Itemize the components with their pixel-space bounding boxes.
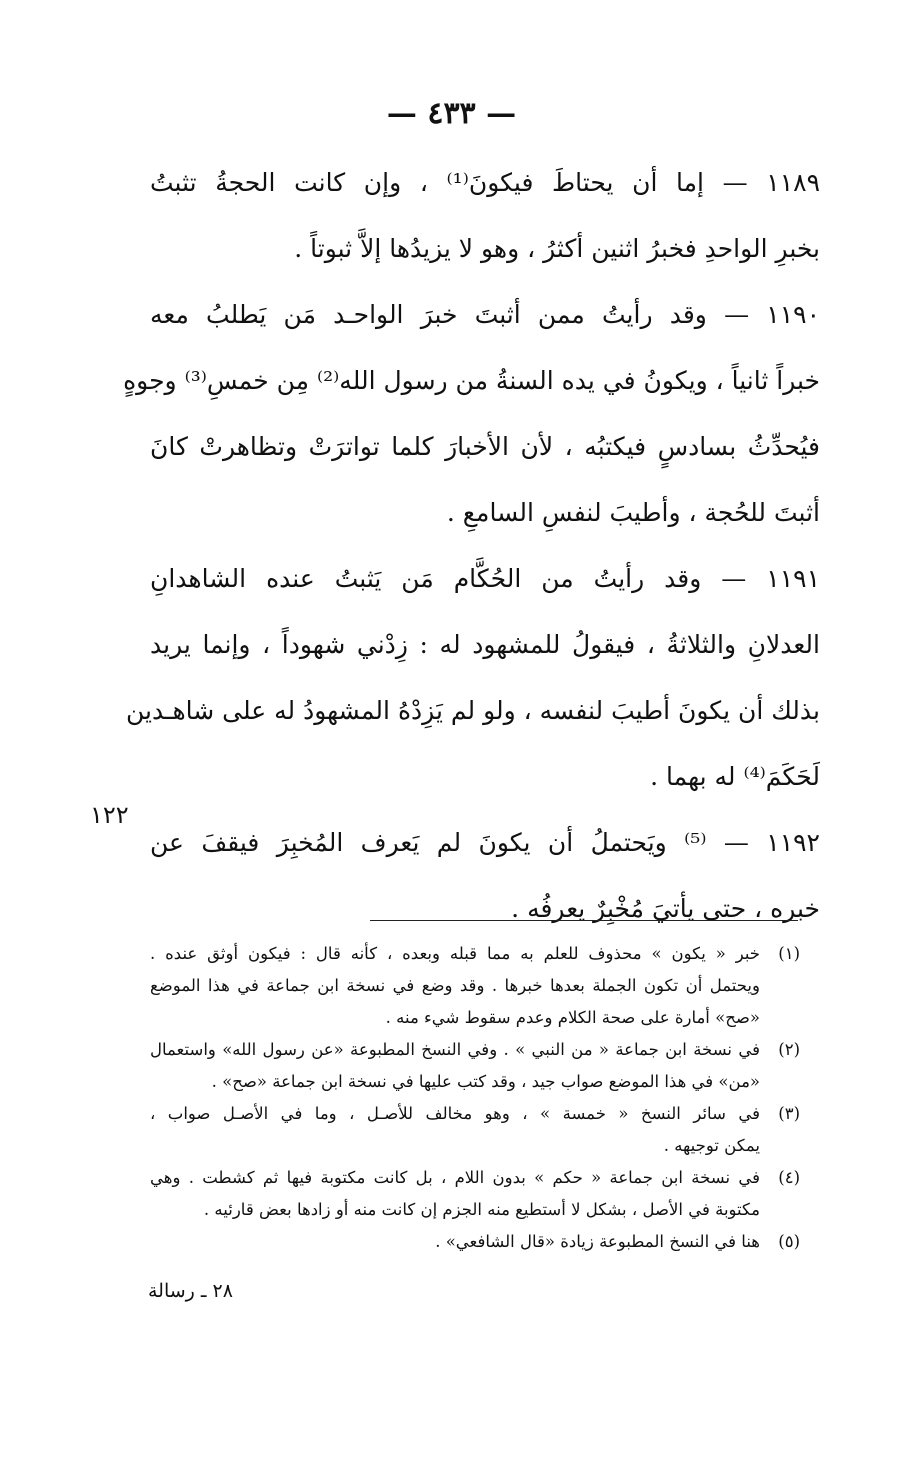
footnote-line <box>150 1098 800 1130</box>
footnote-number <box>760 1130 800 1162</box>
footnote-text: مكتوبة في الأصل ، بشكل لا أستطيع منه الجزم إن كانت منه أو زادها بعض قارئيه . <box>203 1200 760 1219</box>
main-text <box>123 150 820 942</box>
footnote-line <box>150 970 800 1002</box>
text-line: ١١٩٢ — ⁽⁵⁾ ويَحتملُ أن يكونَ لم يَعرف المُخبِرَ فيقفَ عن <box>150 828 820 857</box>
footnote-text: يمكن توجيهه . <box>663 1136 760 1155</box>
footnote-line <box>150 1002 800 1034</box>
text-line: العدلانِ والثلاثةُ ، فيقولُ للمشهود له : زِدْني شهوداً ، وإنما يريد <box>150 630 820 659</box>
footnote-number: (٣) <box>778 1104 800 1123</box>
text-line: ١١٩١ — وقد رأيتُ من الحُكَّام مَن يَثبتُ عنده الشاهدانِ <box>150 564 820 593</box>
text-line: خبره ، حتى يأتيَ مُخْبِرٌ يعرفُه . <box>511 894 820 923</box>
footnote-number: (١) <box>778 944 800 963</box>
footnote-text: خبر « يكون » محذوف للعلم به مما قبله وبعده ، كأنه قال : فيكون أوثق عنده . <box>150 944 760 963</box>
text-line: لَحَكَمَ⁽⁴⁾ له بهما . <box>650 762 820 791</box>
footnote-line <box>150 1130 800 1162</box>
footnote-text: في سائر النسخ « خمسة » ، وهو مخالف للأصـل ، وما في الأصـل صواب ، <box>150 1104 760 1123</box>
footnote-line <box>150 1226 800 1258</box>
text-line: فيُحدِّثُ بسادسٍ فيكتبُه ، لأن الأخبارَ كلما تواترَتْ وتظاهرتْ كانَ <box>150 432 820 461</box>
footnote-number <box>760 1194 800 1226</box>
text-line: بذلك أن يكونَ أطيبَ لنفسه ، ولو لم يَزِدْهُ المشهودُ له على شاهـدين <box>126 696 820 725</box>
footnote-line <box>150 1034 800 1066</box>
page-number: — ٤٣٣ — <box>386 96 517 131</box>
footnote-line <box>150 938 800 970</box>
footnote-number <box>760 1002 800 1034</box>
footnote-number: (٢) <box>778 1040 800 1059</box>
footnote-text: «صح» أمارة على صحة الكلام وعدم سقوط شيء منه . <box>385 1008 760 1027</box>
footnote-divider <box>370 920 798 921</box>
text-line: خبراً ثانياً ، ويكونُ في يده السنةُ من رسول الله⁽²⁾ مِن خمسِ⁽³⁾ وجوهٍ <box>123 366 820 395</box>
footnote-text: هنا في النسخ المطبوعة زيادة «قال الشافعي» . <box>435 1232 760 1251</box>
footnote-text: في نسخة ابن جماعة « حكم » بدون اللام ، بل كانت مكتوبة فيها ثم كشطت . وهي <box>150 1168 760 1187</box>
footnote-text: في نسخة ابن جماعة « من النبي » . وفي النسخ المطبوعة «عن رسول الله» واستعمال <box>150 1040 760 1059</box>
footnotes <box>150 938 800 1258</box>
footnote-text: ويحتمل أن تكون الجملة بعدها خبرها . وقد وضع في نسخة ابن جماعة في هذا الموضع <box>150 976 760 995</box>
text-line: ١١٨٩ — إما أن يحتاطَ فيكونَ⁽¹⁾ ، وإن كانت الحجةُ تثبتُ <box>150 168 820 197</box>
footnote-line <box>150 1162 800 1194</box>
footnote-number: (٤) <box>778 1168 800 1187</box>
footnote-number: (٥) <box>778 1232 800 1251</box>
footnote-number <box>760 1066 800 1098</box>
text-line: أثبتَ للحُجة ، وأطيبَ لنفسِ السامعِ . <box>446 498 820 527</box>
footnote-number <box>760 970 800 1002</box>
footnote-line <box>150 1066 800 1098</box>
margin-reference-number: ١٢٢ <box>90 801 129 829</box>
footnote-text: «من» في هذا الموضع صواب جيد ، وقد كتب عليها في نسخة ابن جماعة «صح» . <box>211 1072 760 1091</box>
footnote-line <box>150 1194 800 1226</box>
signature-mark: ٢٨ ـ رسالة <box>148 1280 233 1302</box>
text-line: ١١٩٠ — وقد رأيتُ ممن أثبتَ خبرَ الواحـد مَن يَطلبُ معه <box>150 300 820 329</box>
text-line: بخبرِ الواحدِ فخبرُ اثنين أكثرُ ، وهو لا يزيدُها إلاَّ ثبوتاً . <box>294 234 820 263</box>
